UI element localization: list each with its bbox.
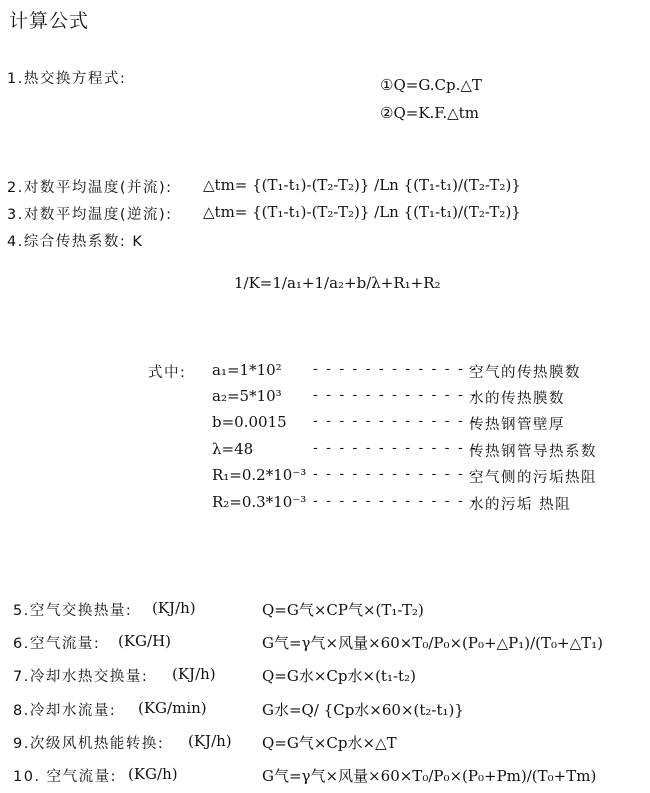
where-label: 式中: <box>148 365 187 381</box>
item-formula: Q=G水×Cp水×(t₁-t₂) <box>262 667 416 685</box>
page-title: 计算公式 <box>9 10 90 32</box>
leader-dashes: - - - - - - - - - - - - - <box>313 361 478 377</box>
leader-dashes: - - - - - - - - - - - - - <box>313 493 478 509</box>
item-label: 7.冷却水热交换量: <box>13 669 149 685</box>
item-formula: Q=G气×CP气×(T₁-T₂) <box>262 601 424 619</box>
item-unit: (KG/min) <box>138 699 207 717</box>
var-desc: 传热钢管导热系数 <box>469 444 597 460</box>
var-desc: 传热钢管壁厚 <box>469 417 565 433</box>
item-unit: (KJ/h) <box>172 665 216 683</box>
section-1-label: 1.热交换方程式: <box>7 71 127 87</box>
var-desc: 空气的传热膜数 <box>469 365 581 381</box>
section-2-label: 2.对数平均温度(并流): <box>7 180 173 196</box>
leader-dashes: - - - - - - - - - - - - - <box>313 413 478 429</box>
heat-exchange-eq-2: ②Q=K.F.△tm <box>380 104 479 122</box>
section-4-label: 4.综合传热系数: K <box>7 234 144 250</box>
item-formula: Q=G气×Cp水×△T <box>262 734 397 752</box>
item-formula: G气=γ气×风量×60×T₀/P₀×(P₀+Pm)/(T₀+Tm) <box>262 767 597 785</box>
item-unit: (KG/H) <box>118 632 172 650</box>
item-unit: (KG/h) <box>128 765 178 783</box>
var-desc: 空气侧的污垢热阻 <box>469 470 597 486</box>
var-expr: a₂=5*10³ <box>212 387 282 405</box>
heat-exchange-eq-1: ①Q=G.Cp.△T <box>380 76 482 94</box>
leader-dashes: - - - - - - - - - - - - - <box>313 440 478 456</box>
item-formula: G水=Q/ {Cp水×60×(t₂-t₁)} <box>262 701 464 719</box>
item-label: 5.空气交换热量: <box>13 603 133 619</box>
item-label: 10. 空气流量: <box>13 769 118 785</box>
section-2-formula: △tm= {(T₁-t₁)-(T₂-T₂)} /Ln {(T₁-t₁)/(T₂-T₂)} <box>203 176 521 194</box>
section-3-label: 3.对数平均温度(逆流): <box>7 207 173 223</box>
var-expr: a₁=1*10² <box>212 361 282 379</box>
item-formula: G气=γ气×风量×60×T₀/P₀×(P₀+△P₁)/(T₀+△T₁) <box>262 634 603 652</box>
item-unit: (KJ/h) <box>188 732 232 750</box>
section-3-formula: △tm= {(T₁-t₁)-(T₂-T₂)} /Ln {(T₁-t₁)/(T₂-T₂)} <box>203 203 521 221</box>
var-expr: b=0.0015 <box>212 413 287 431</box>
var-expr: R₂=0.3*10⁻³ <box>212 493 307 511</box>
item-label: 6.空气流量: <box>13 636 101 652</box>
item-label: 8.冷却水流量: <box>13 703 117 719</box>
item-unit: (KJ/h) <box>152 599 196 617</box>
leader-dashes: - - - - - - - - - - - - - <box>313 387 478 403</box>
var-desc: 水的传热膜数 <box>469 391 565 407</box>
var-expr: R₁=0.2*10⁻³ <box>212 466 307 484</box>
item-label: 9.次级风机热能转换: <box>13 736 165 752</box>
var-expr: λ=48 <box>212 440 254 458</box>
leader-dashes: - - - - - - - - - - - - - <box>313 466 478 482</box>
var-desc: 水的污垢 热阻 <box>469 497 572 513</box>
section-4-formula: 1/K=1/a₁+1/a₂+b/λ+R₁+R₂ <box>234 274 441 292</box>
